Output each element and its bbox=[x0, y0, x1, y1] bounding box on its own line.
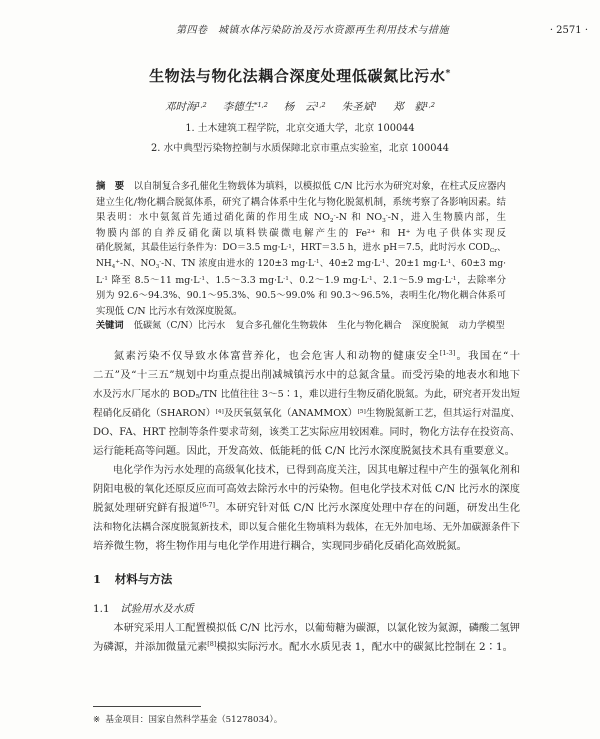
superscript: [8] bbox=[207, 640, 217, 649]
subscript: 5 bbox=[195, 393, 200, 401]
author bbox=[284, 101, 326, 113]
running-header: 第四卷 城镇水体污染防治及污水资源再生利用技术与措施 bbox=[176, 25, 449, 36]
subscript: Cr bbox=[490, 247, 497, 254]
affiliation: 2. 水中典型污染物控制与水质保障北京市重点实验室，北京 100044 bbox=[151, 143, 449, 154]
text-run: 生物脱氮新工艺，但其运行对温度、 bbox=[365, 407, 520, 419]
subscript: 2 bbox=[329, 217, 334, 224]
superscript: -1 bbox=[450, 275, 457, 282]
author bbox=[165, 101, 207, 113]
superscript: - bbox=[333, 213, 336, 220]
author bbox=[223, 101, 268, 113]
text-run: 。我国在“十 bbox=[455, 349, 520, 362]
abstract-line bbox=[96, 179, 506, 195]
text-run: ，HRT＝3.5 h，进水 pH＝7.5，此时污水 COD bbox=[291, 243, 491, 254]
page-number: · 2571 · bbox=[549, 25, 588, 36]
subsection-number: 1.1 bbox=[93, 603, 110, 615]
keywords-line bbox=[96, 318, 506, 334]
body-line bbox=[93, 347, 520, 366]
subscript: 3 bbox=[382, 217, 386, 224]
title-footnote-mark: * bbox=[445, 68, 451, 80]
text-run: 。本研究针对低 C/N 比污水深度处理中存在的问题，研发出生化 bbox=[215, 501, 520, 514]
text-run: 、20±1 mg·L bbox=[385, 258, 447, 269]
author-affiliation-mark: 1 bbox=[373, 100, 378, 109]
text-run: 氮素污染不仅导致水体富营养化，也会危害人和动物的健康安全 bbox=[113, 349, 440, 362]
superscript: + bbox=[405, 228, 411, 235]
paper-title bbox=[0, 65, 600, 87]
body-line: 运行能耗高等问题。因此，开发高效、低能耗的低 C/N 比污水深度脱氮技术具有重要意义。 bbox=[93, 444, 515, 457]
text-run: -N、TN 浓度由进水的 120±3 mg·L bbox=[161, 258, 315, 269]
keyword: 低碳氮（C/N）比污水 bbox=[133, 320, 226, 331]
abstract-line bbox=[96, 226, 506, 242]
superscript: -1 bbox=[446, 259, 452, 266]
text-run: /TN 比值往往 3～5∶1，难以进行生物反硝化脱氮。为此，研究者开发出短 bbox=[199, 388, 520, 400]
superscript: -1 bbox=[102, 275, 108, 282]
body-line: 二五”及“十三五”规划中均重点提出削减城镇污水中的总氮含量。而受污染的地表水和地下 bbox=[93, 368, 520, 381]
body-line: DO、FA、HRT 控制等条件要求苛刻，该类工艺实际应用较困难。同时，物化方法存在投资高、 bbox=[93, 426, 520, 438]
body-line: 培养微生物，将生物作用与电化学作用进行耦合，实现同步硝化反硝化高效脱氮。 bbox=[93, 539, 468, 552]
body-line bbox=[93, 499, 520, 518]
author-list bbox=[0, 99, 600, 115]
abstract-line bbox=[96, 257, 506, 273]
abstract-line: 实现低 C/N 比污水有效深度脱氮。 bbox=[96, 305, 243, 317]
text-run: 降至 8.5～11 mg·L bbox=[107, 274, 200, 286]
text-run: 、2.1～5.9 mg·L bbox=[372, 274, 451, 286]
body-paragraph bbox=[93, 461, 520, 556]
author bbox=[393, 101, 435, 113]
body-line bbox=[93, 385, 520, 404]
subsection-title: 试验用水及水质 bbox=[120, 603, 194, 615]
abstract-line: 别为 92.6～94.3%、90.1～95.3%、90.5～99.0% 和 90.3～96.5%，表明生化/物化耦合体系可 bbox=[96, 290, 506, 302]
author-name: 杨 云 bbox=[283, 101, 316, 113]
author-name: 邓时海 bbox=[164, 101, 197, 113]
keyword: 复合多孔催化生物载体 bbox=[235, 320, 328, 331]
footnote-rule bbox=[93, 706, 201, 707]
body-line bbox=[93, 404, 520, 423]
author-affiliation-mark: 1,2 bbox=[196, 100, 207, 109]
text-run: 、 bbox=[496, 243, 506, 254]
abstract-line bbox=[96, 273, 506, 289]
text-run: 以自制复合多孔催化生物载体为填料，以模拟低 C/N 比污水为研究对象，在柱式反应器内 bbox=[124, 181, 506, 192]
keywords bbox=[96, 318, 506, 334]
keywords-label: 关键词 bbox=[96, 320, 124, 331]
text-run: -N，进入生物膜内部，生 bbox=[387, 212, 506, 224]
text-run: NH bbox=[96, 258, 112, 269]
paper-title-text: 生物法与物化法耦合深度处理低碳氮比污水 bbox=[149, 67, 446, 85]
superscript: - bbox=[385, 213, 388, 220]
text-run: 及厌氧氨氧化（ANAMMOX） bbox=[223, 407, 358, 419]
subsection-heading bbox=[93, 600, 393, 618]
superscript: [4] bbox=[215, 407, 224, 415]
text-run: 、1.5～3.3 mg·L bbox=[205, 274, 284, 286]
text-run: 硝化脱氮，其最佳运行条件为：DO＝3.5 mg·L bbox=[96, 243, 287, 254]
text-run: 果表明：水中氨氮首先通过硝化菌的作用生成 NO bbox=[96, 212, 330, 224]
section-number: 1 bbox=[93, 572, 102, 586]
body-line bbox=[93, 638, 520, 657]
superscript: -1 bbox=[199, 275, 206, 282]
text-run: 为磷源，并添加微量元素 bbox=[93, 640, 208, 653]
section-heading bbox=[93, 570, 393, 588]
keyword: 生化与物化耦合 bbox=[337, 320, 402, 331]
author-name: 李德生 bbox=[222, 101, 255, 113]
text-run: 、0.2～1.9 mg·L bbox=[288, 274, 368, 286]
author bbox=[342, 101, 378, 113]
abstract-line bbox=[96, 210, 506, 226]
author-name: 郑 毅 bbox=[393, 101, 425, 113]
text-run: 程硝化反硝化（SHARON） bbox=[93, 407, 216, 419]
text-run: 为电子供体实现反 bbox=[410, 227, 506, 239]
text-run: 、40±2 mg·L bbox=[319, 258, 381, 269]
body-line: 阴阳电极的氧化还原反应而可高效去除污水中的污染物。但电化学技术对低 C/N 比污水的深度 bbox=[93, 483, 520, 495]
superscript: -1 bbox=[380, 259, 386, 266]
body-line: 本研究采用人工配置模拟低 C/N 比污水，以葡萄糖为碳源，以氯化铵为氮源，磷酸二氢钾 bbox=[113, 622, 520, 634]
text-run: 物膜内部的自养反硝化菌以填料铁碳微电解产生的 Fe bbox=[96, 227, 368, 239]
superscript: -1 bbox=[286, 243, 292, 250]
body-paragraph bbox=[93, 347, 520, 461]
author-name: 朱圣斌 bbox=[341, 101, 374, 113]
text-run: 和 H bbox=[375, 227, 406, 239]
affiliation: 1. 土木建筑工程学院，北京交通大学，北京 100044 bbox=[185, 123, 415, 134]
body-line: 电化学作为污水处理的高级氧化技术，已得到高度关注，因其电解过程中产生的强氧化剂和 bbox=[113, 464, 520, 476]
author-affiliation-mark: 1,2 bbox=[424, 100, 435, 109]
abstract-line: 建立生化/物化耦合脱氮体系，研究了耦合体系中生化与物化脱氮机制，系统考察了各影响因素。结 bbox=[96, 196, 506, 208]
author-affiliation-mark: *1,2 bbox=[254, 100, 268, 109]
text-run: -N、NO bbox=[119, 258, 156, 269]
body-paragraph bbox=[93, 619, 520, 657]
footnote bbox=[93, 713, 520, 727]
text-run: ，去除率分 bbox=[456, 274, 506, 286]
superscript: -1 bbox=[283, 275, 289, 282]
bold-label: 摘 要 bbox=[96, 181, 125, 192]
text-run: 模拟实际污水。配水水质见表 1，配水中的碳氮比控制在 2∶1。 bbox=[216, 640, 514, 653]
superscript: [5] bbox=[357, 407, 366, 415]
superscript: - bbox=[159, 259, 162, 266]
keyword: 深度脱氮 bbox=[411, 320, 449, 331]
superscript: + bbox=[115, 259, 120, 266]
subscript: 4 bbox=[111, 263, 116, 270]
text-run: -N 和 NO bbox=[335, 212, 383, 224]
superscript: [6-7] bbox=[199, 501, 216, 510]
superscript: -1 bbox=[314, 259, 320, 266]
superscript: [1-3] bbox=[439, 349, 456, 358]
text-run: 、60±3 mg· bbox=[451, 258, 506, 269]
section-title: 材料与方法 bbox=[114, 572, 173, 586]
subscript: 3 bbox=[155, 263, 160, 270]
abstract-line bbox=[96, 241, 506, 257]
abstract bbox=[96, 179, 506, 319]
text-run: 脱氮处理研究鲜有报道 bbox=[93, 501, 200, 514]
footnote-mark: ※ bbox=[93, 715, 101, 725]
text-run: L bbox=[96, 274, 103, 286]
keyword: 动力学模型 bbox=[458, 320, 505, 331]
superscript: 2+ bbox=[367, 228, 376, 235]
author-affiliation-mark: 1,2 bbox=[315, 100, 326, 109]
superscript: -1 bbox=[367, 275, 373, 282]
footnote-text: 基金项目：国家自然科学基金（51278034）。 bbox=[105, 715, 283, 725]
body-line: 法和物化法耦合深度脱氮新技术，即以复合催化生物填料为载体，在无外加电场、无外加碳源条件下 bbox=[93, 521, 520, 533]
text-run: 水及污水厂尾水的 BOD bbox=[93, 388, 196, 400]
